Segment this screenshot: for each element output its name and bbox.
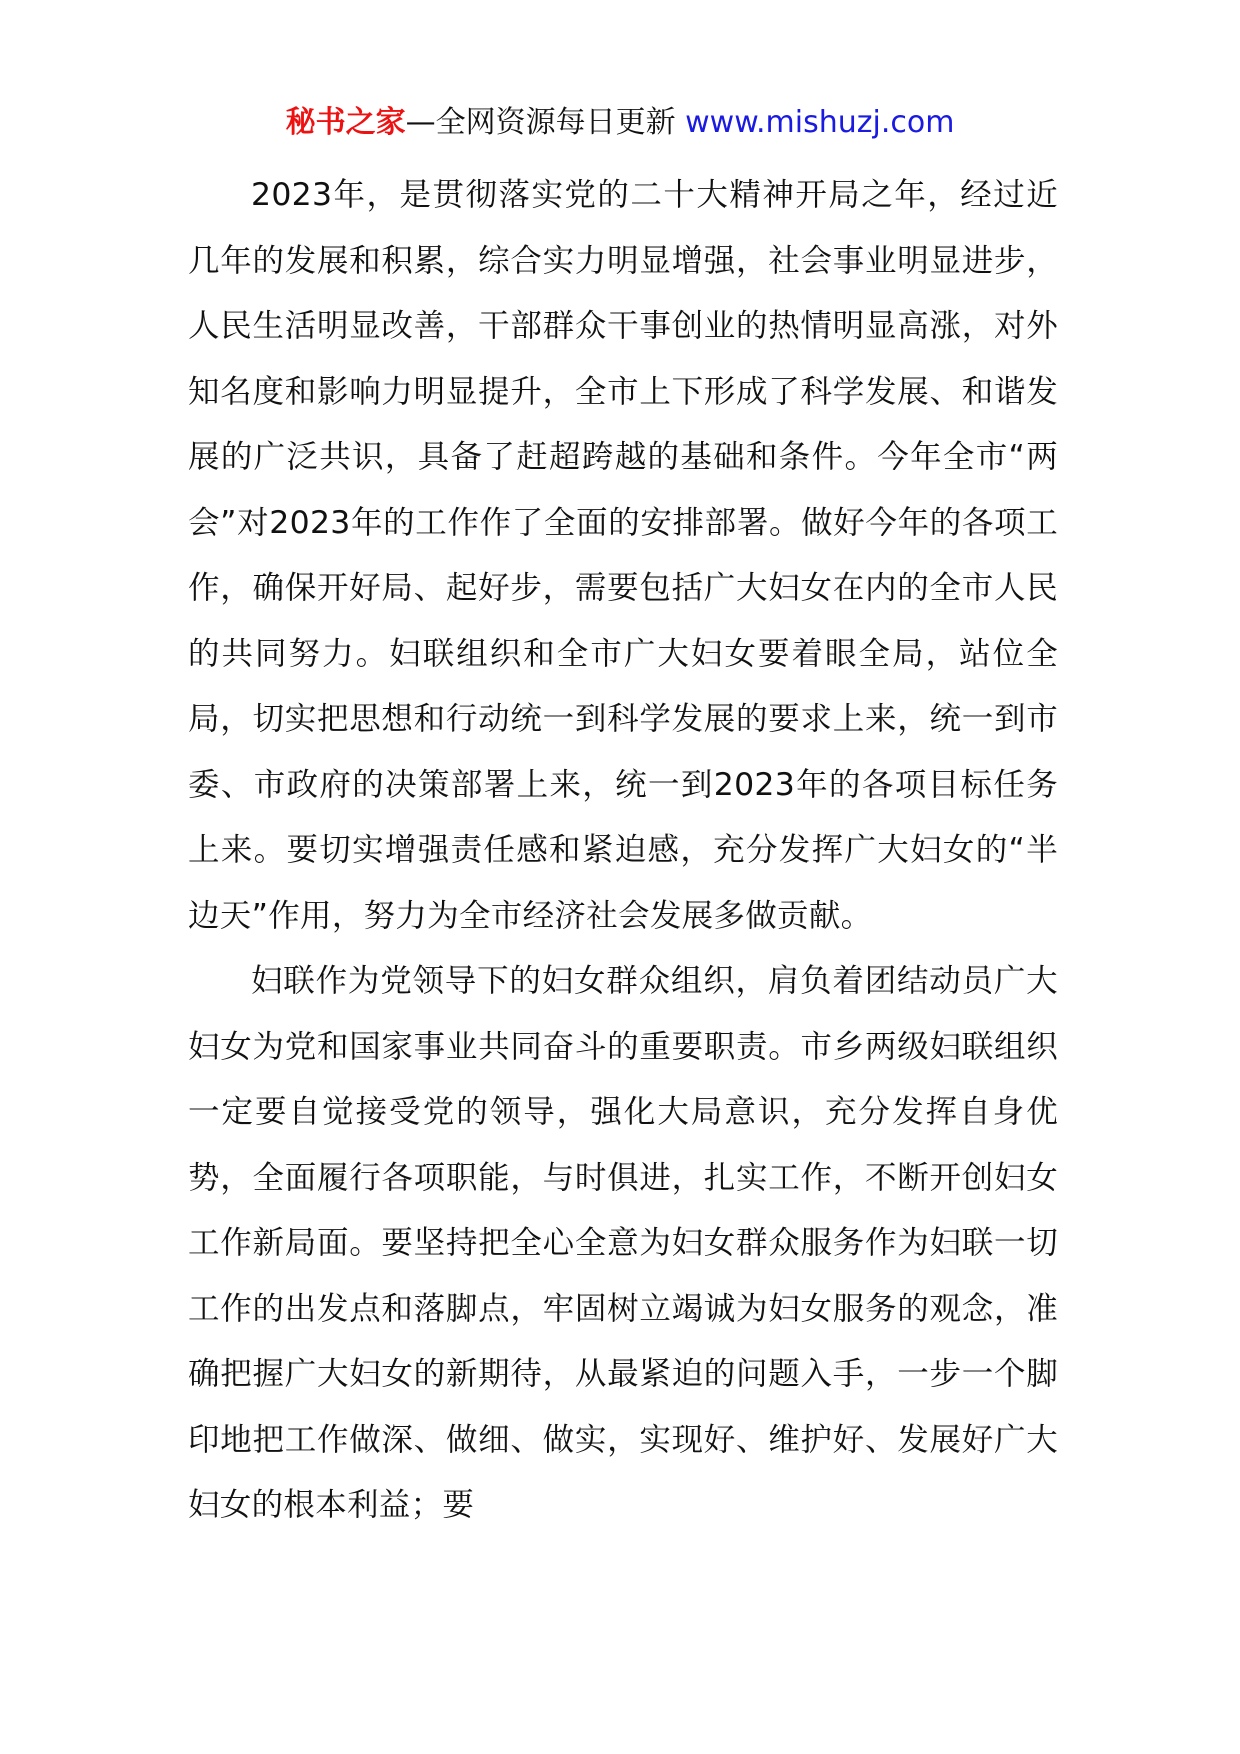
paragraph-1: 2023年，是贯彻落实党的二十大精神开局之年，经过近几年的发展和积累，综合实力明显增强，社会事业明显进步，人民生活明显改善，干部群众干事创业的热情明显高涨，对外知名度和影响力明显提升，全市上下形成了科学发展、和谐发展的广泛共识，具备了赶超跨越的基础和条件。今年全市“两会”对2023年的工作作了全面的安排部署。做好今年的各项工作，确保开好局、起好步，需要包括广大妇女在内的全市人民的共同努力。妇联组织和全市广大妇女要着眼全局，站位全局，切实把思想和行动统一到科学发展的要求上来，统一到市委、市政府的决策部署上来，统一到2023年的各项目标任务上来。要切实增强责任感和紧迫感，充分发挥广大妇女的“半边天”作用，努力为全市经济社会发展多做贡献。 (188, 177, 1058, 934)
paragraph-2: 妇联作为党领导下的妇女群众组织，肩负着团结动员广大妇女为党和国家事业共同奋斗的重要职责。市乡两级妇联组织一定要自觉接受党的领导，强化大局意识，充分发挥自身优势，全面履行各项职能，与时俱进，扎实工作，不断开创妇女工作新局面。要坚持把全心全意为妇女群众服务作为妇联一切工作的出发点和落脚点，牢固树立竭诚为妇女服务的观念，准确把握广大妇女的新期待，从最紧迫的问题入手，一步一个脚印地把工作做深、做细、做实，实现好、维护好、发展好广大妇女的根本利益；要 (188, 963, 1058, 1523)
site-url-link[interactable]: www.mishuzj.com (685, 105, 955, 140)
brand-name: 秘书之家 (285, 105, 406, 140)
site-header (0, 100, 1240, 146)
document-body (188, 163, 1058, 1539)
site-tagline: —全网资源每日更新 (405, 105, 676, 140)
